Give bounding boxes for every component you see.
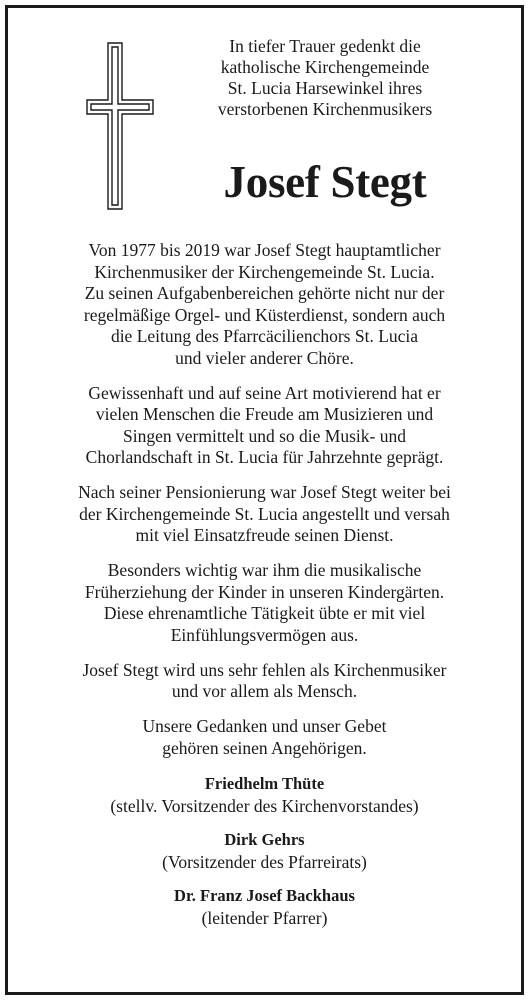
paragraph-farewell — [20, 660, 509, 703]
text-line: mit viel Einsatzfreude seinen Dienst. — [135, 525, 394, 545]
text-line: Besonders wichtig war ihm die musikalische — [107, 560, 422, 580]
signatory-role: (leitender Pfarrer) — [201, 907, 328, 928]
intro-line: katholische Kirchengemeinde — [220, 57, 430, 77]
text-line: regelmäßige Orgel- und Küsterdienst, sondern auch — [83, 304, 446, 325]
text-line: Früherziehung der Kinder in unseren Kindergärten. — [84, 581, 445, 602]
text-line: die Leitung des Pfarrcäcilienchors St. Lucia — [110, 326, 419, 346]
intro-line: In tiefer Trauer gedenkt die — [229, 36, 421, 56]
text-line: Gewissenhaft und auf seine Art motivierend hat er — [88, 382, 441, 403]
text-line: Zu seinen Aufgabenbereichen gehörte nicht nur der — [84, 283, 445, 303]
paragraph-career — [20, 240, 509, 369]
text-line: Diese ehrenamtliche Tätigkeit übte er mit viel — [103, 603, 426, 623]
text-line: Kirchenmusiker der Kirchengemeinde St. Lucia. — [94, 261, 435, 282]
intro-text — [170, 36, 480, 120]
deceased-name: Josef Stegt — [223, 157, 427, 207]
paragraph-education — [20, 560, 509, 646]
text-line: Singen vermittelt und so die Musik- und — [123, 425, 406, 446]
text-line: gehören seinen Angehörigen. — [162, 737, 367, 758]
obituary-body — [20, 240, 509, 941]
signature-block — [20, 773, 509, 929]
signatory-role: (stellv. Vorsitzender des Kirchenvorstandes) — [110, 795, 419, 816]
signatory-role: (Vorsitzender des Pfarreirats) — [162, 851, 367, 872]
text-line: Nach seiner Pensionierung war Josef Stegt weiter bei — [78, 482, 451, 502]
intro-line: verstorbenen Kirchenmusikers — [217, 99, 433, 119]
text-line: der Kirchengemeinde St. Lucia angestellt und versah — [79, 503, 450, 524]
intro-line: St. Lucia Harsewinkel ihres — [227, 78, 423, 98]
text-line: Chorlandschaft in St. Lucia für Jahrzehnte geprägt. — [85, 447, 444, 467]
cross-icon — [86, 42, 154, 210]
signatory-name: Friedhelm Thüte — [204, 773, 325, 793]
text-line: Von 1977 bis 2019 war Josef Stegt hauptamtlicher — [88, 240, 441, 260]
text-line: und vor allem als Mensch. — [171, 681, 358, 701]
signatory-name: Dirk Gehrs — [224, 829, 305, 849]
text-line: Unsere Gedanken und unser Gebet — [142, 716, 387, 736]
text-line: Einfühlungsvermögen aus. — [170, 624, 359, 645]
signatory-name: Dr. Franz Josef Backhaus — [174, 885, 355, 905]
paragraph-condolence — [20, 716, 509, 759]
text-line: vielen Menschen die Freude am Musizieren und — [95, 404, 434, 424]
text-line: und vieler anderer Chöre. — [175, 347, 354, 368]
paragraph-motivation — [20, 383, 509, 469]
text-line: Josef Stegt wird uns sehr fehlen als Kirchenmusiker — [82, 659, 447, 680]
paragraph-retirement — [20, 482, 509, 547]
